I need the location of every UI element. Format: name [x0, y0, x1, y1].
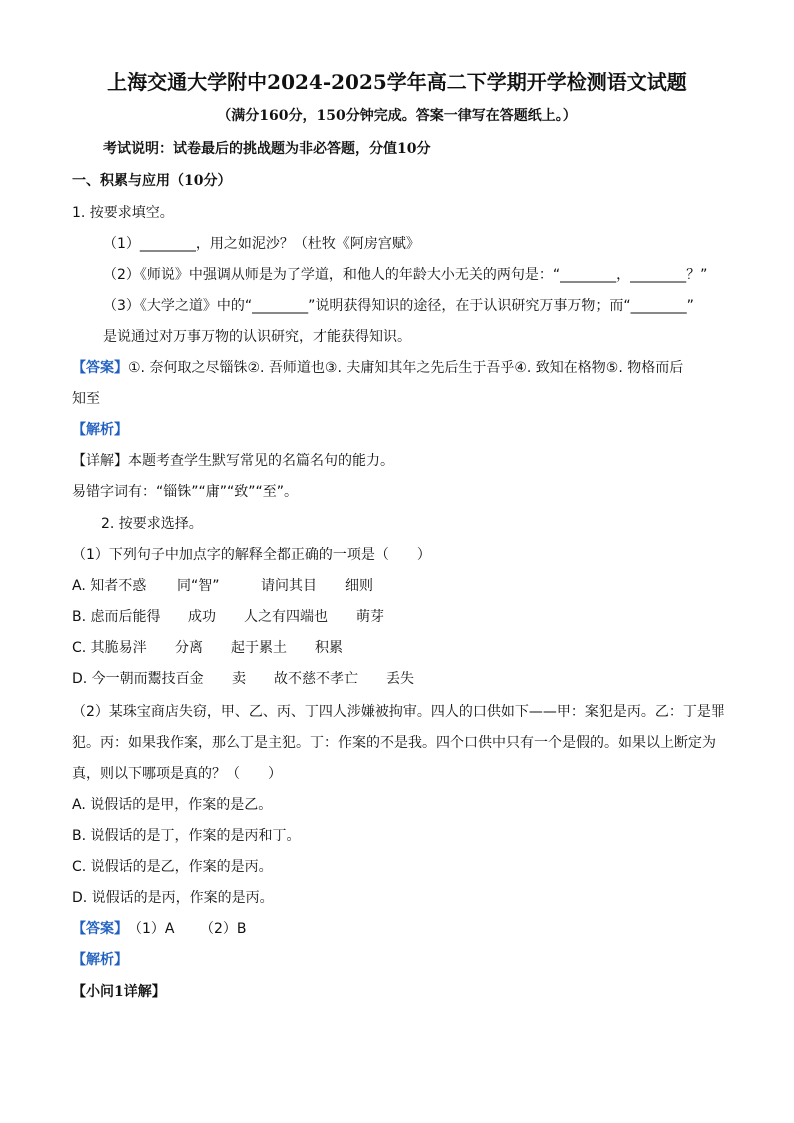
q1-stem: 1. 按要求填空。 — [72, 205, 174, 221]
q2-choice-d: D. 说假话的是丙，作案的是丙。 — [72, 890, 274, 906]
answer-tag: 【答案】 — [72, 921, 128, 937]
q2-sub-1: （1）下列句子中加点字的解释全都正确的一项是（ ） — [72, 547, 431, 563]
q2-stem: 2. 按要求选择。 — [101, 516, 203, 532]
answer-tag: 【答案】 — [72, 360, 128, 376]
page-title: 上海交通大学附中2024-2025学年高二下学期开学检测语文试题 — [107, 70, 687, 94]
q2-choice-b: B. 说假话的是丁，作案的是丙和丁。 — [72, 828, 301, 844]
exam-note: 考试说明：试卷最后的挑战题为非必答题，分值10分 — [103, 141, 431, 157]
q2-answer — [72, 919, 247, 939]
q2-subquestion-heading: 【小问1详解】 — [72, 984, 166, 1000]
q1-item-3a: （3）《大学之道》中的“________”说明获得知识的途径，在于认识研究万事万物；而“________” — [103, 298, 694, 314]
q2-option-b: B. 虑而后能得 成功 人之有四端也 萌芽 — [72, 609, 384, 625]
q2-choice-a: A. 说假话的是甲，作案的是乙。 — [72, 797, 273, 813]
page-subtitle: （满分160分，150分钟完成。答案一律写在答题纸上。） — [217, 108, 577, 124]
q2-analysis-tag: 【解析】 — [72, 952, 128, 968]
q2-sub-2a: （2）某珠宝商店失窃，甲、乙、丙、丁四人涉嫌被拘审。四人的口供如下——甲：案犯是丙。乙：丁是罪 — [72, 704, 725, 720]
q2-option-d: D. 今一朝而鬻技百金 卖 故不慈不孝亡 丢失 — [72, 671, 414, 687]
q2-option-c: C. 其脆易泮 分离 起于累土 积累 — [72, 640, 343, 656]
answer-text: ①. 奈何取之尽锱铢②. 吾师道也③. 夫庸知其年之先后生于吾乎④. 致知在格物⑤. 物格而后 — [128, 360, 684, 376]
q1-item-1: （1）________，用之如泥沙？（杜牧《阿房宫赋》 — [103, 236, 420, 252]
q1-detail: 【详解】本题考查学生默写常见的名篇名句的能力。 — [72, 453, 394, 469]
q2-sub-2c: 真，则以下哪项是真的？（ ） — [72, 766, 282, 782]
q2-option-a: A. 知者不惑 同“智” 请问其目 细则 — [72, 578, 373, 594]
q1-item-2: （2）《师说》中强调从师是为了学道，和他人的年龄大小无关的两句是：“________，________？” — [103, 267, 708, 283]
q1-answer-cont: 知至 — [72, 391, 100, 407]
q1-analysis-tag: 【解析】 — [72, 422, 128, 438]
q2-choice-c: C. 说假话的是乙，作案的是丙。 — [72, 859, 273, 875]
q1-errors: 易错字词有：“锱铢”“庸”“致”“至”。 — [72, 484, 299, 500]
q2-sub-2b: 犯。丙：如果我作案，那么丁是主犯。丁：作案的不是我。四个口供中只有一个是假的。如果以上断定为 — [72, 735, 716, 751]
q1-answer — [72, 358, 683, 378]
section-heading: 一、积累与应用（10分） — [72, 173, 232, 189]
answer-2: （2）B — [200, 921, 247, 937]
answer-1: （1）A — [128, 921, 175, 937]
q1-item-3b: 是说通过对万事万物的认识研究，才能获得知识。 — [103, 329, 411, 345]
